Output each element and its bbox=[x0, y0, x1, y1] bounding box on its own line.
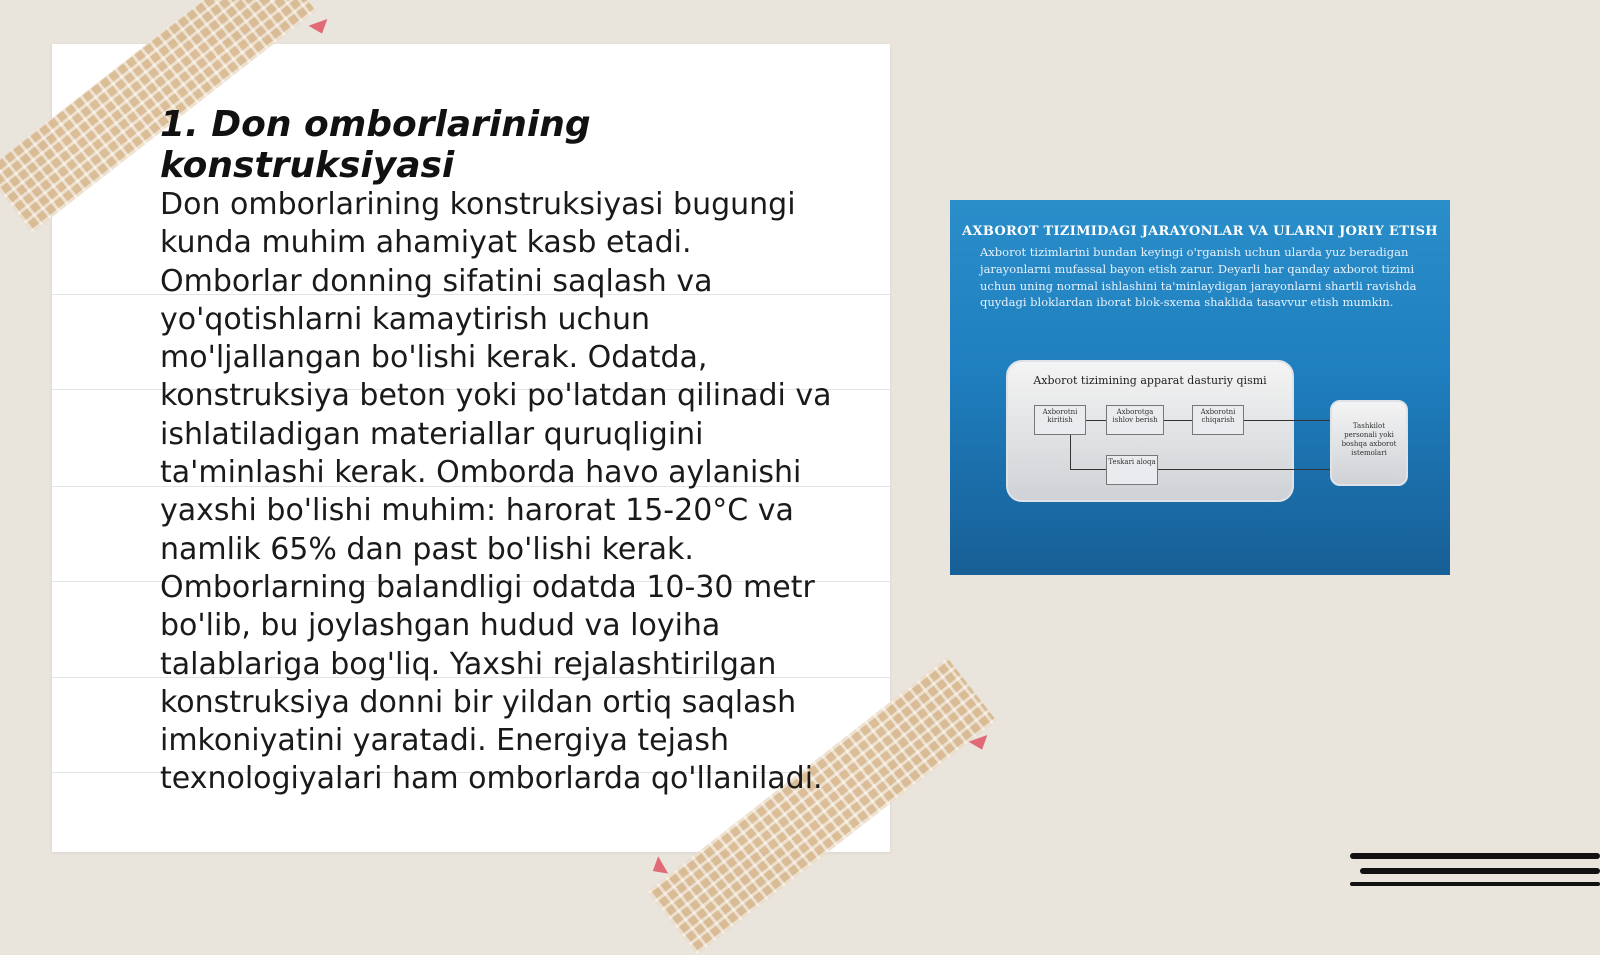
diagram-box-input: Axborotni kiritish bbox=[1034, 405, 1086, 435]
diagram-box-feedback: Teskari aloqa bbox=[1106, 455, 1158, 485]
diagram-arrow bbox=[1070, 435, 1071, 469]
scribble-line bbox=[1360, 868, 1600, 874]
diagram-box-users: Tashkilot personali yoki boshqa axborot istemolari bbox=[1330, 400, 1408, 486]
body-paragraph: Don omborlarining konstruksiyasi bugungi kunda muhim ahamiyat kasb etadi. Omborlar donning sifatini saqlash va yo'qotishlarni kamaytirish uchun mo'ljallangan bo'lishi kerak. Odatda, konstruksiya beton yoki po'latdan qilinadi va ishlatiladigan materiallar quruqligini ta'minlashi kerak. Omborda havo aylanishi yaxshi bo'lishi muhim: harorat 15-20°C va namlik 65% dan past bo'lishi kerak. Omborlarning balandligi odatda 10-30 metr bo'lib, bu joylashgan hudud va loyiha talablariga bog'liq. Yaxshi rejalashtirilgan konstruksiya donni bir yildan ortiq saqlash imkoniyatini yaratadi. Energiya tejash texnologiyalari ham omborlarda qo'llaniladi. bbox=[160, 187, 832, 797]
diagram-arrow bbox=[1244, 420, 1330, 421]
diagram-box-output: Axborotni chiqarish bbox=[1192, 405, 1244, 435]
diagram-arrow bbox=[1086, 420, 1106, 421]
diagram-box-process: Axborotga ishlov berish bbox=[1106, 405, 1164, 435]
tape-flag-top bbox=[309, 19, 332, 37]
scribble-line bbox=[1350, 853, 1600, 859]
diagram-arrow bbox=[1164, 420, 1192, 421]
embedded-slide-image bbox=[950, 200, 1450, 575]
diagram-group-label: Axborot tizimining apparat dasturiy qismi bbox=[1033, 374, 1267, 387]
scribble-line bbox=[1350, 882, 1600, 886]
slide-title: AXBOROT TIZIMIDAGI JARAYONLAR VA ULARNI JORIY ETISH bbox=[962, 224, 1438, 239]
page-title: 1. Don omborlarining konstruksiyasi bbox=[160, 104, 591, 186]
slide-text: Axborot tizimlarini bundan keyingi o'rganish uchun ularda yuz beradigan jarayonlarni mufassal bayon etish zarur. Deyarli har qanday axborot tizimi uchun uning normal ishlashini ta'minlaydigan jarayonlarni shartli ravishda quydagi bloklardan iborat blok-sxema shaklida tasavvur etish mumkin. bbox=[980, 245, 1417, 310]
diagram-arrow bbox=[1070, 469, 1106, 470]
diagram-arrow bbox=[1158, 469, 1330, 470]
